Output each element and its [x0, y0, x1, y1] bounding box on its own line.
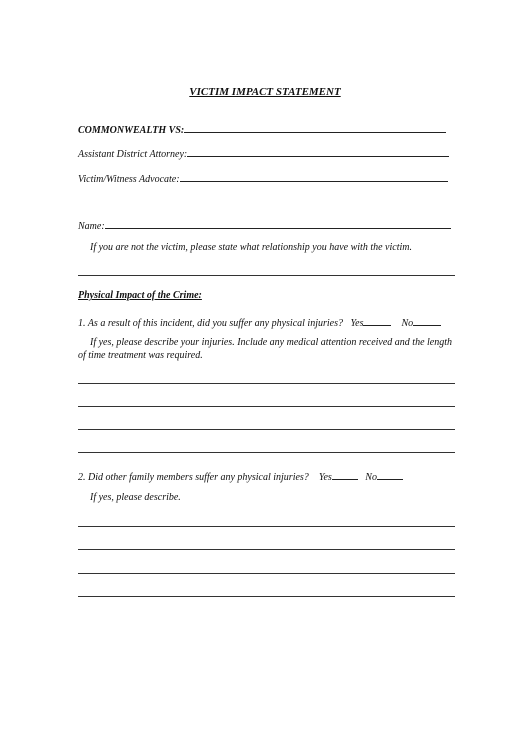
question-1-yes-label: Yes [350, 318, 364, 329]
ada-field[interactable] [187, 146, 449, 157]
advocate-field[interactable] [180, 171, 448, 182]
name-label: Name: [78, 221, 105, 232]
question-1-yes-field[interactable] [363, 315, 391, 326]
ada-label: Assistant District Attorney: [78, 149, 188, 160]
question-2-no-field[interactable] [377, 469, 403, 480]
section-title: Physical Impact of the Crime: [78, 290, 202, 301]
answer-line[interactable] [78, 573, 455, 574]
question-1-followup: If yes, please describe your injuries. Include any medical attention received and the length of time treatment was required. [78, 337, 453, 361]
question-1-text: 1. As a result of this incident, did you suffer any physical injuries? [78, 318, 343, 329]
question-2-yes-label: Yes [318, 472, 332, 483]
answer-line[interactable] [78, 406, 455, 407]
commonwealth-label: COMMONWEALTH VS: [78, 125, 185, 136]
question-1-no-label: No [401, 318, 414, 329]
question-1 [78, 315, 441, 330]
question-2-followup: If yes, please describe. [90, 492, 181, 503]
answer-line[interactable] [78, 549, 455, 550]
advocate-row [78, 171, 448, 186]
name-field[interactable] [105, 218, 451, 229]
commonwealth-row [78, 122, 446, 137]
ada-row [78, 146, 449, 161]
commonwealth-field[interactable] [184, 122, 446, 133]
name-row [78, 218, 451, 233]
question-1-no-field[interactable] [413, 315, 441, 326]
question-2 [78, 469, 403, 484]
relationship-line[interactable] [78, 275, 455, 276]
relationship-prompt: If you are not the victim, please state what relationship you have with the victim. [90, 242, 412, 253]
question-2-yes-field[interactable] [332, 469, 358, 480]
question-2-no-label: No [365, 472, 377, 483]
answer-line[interactable] [78, 452, 455, 453]
advocate-label: Victim/Witness Advocate: [78, 174, 180, 185]
question-2-text: 2. Did other family members suffer any physical injuries? [78, 472, 309, 483]
answer-line[interactable] [78, 526, 455, 527]
form-title: VICTIM IMPACT STATEMENT [189, 86, 341, 98]
answer-line[interactable] [78, 596, 455, 597]
answer-line[interactable] [78, 383, 455, 384]
answer-line[interactable] [78, 429, 455, 430]
